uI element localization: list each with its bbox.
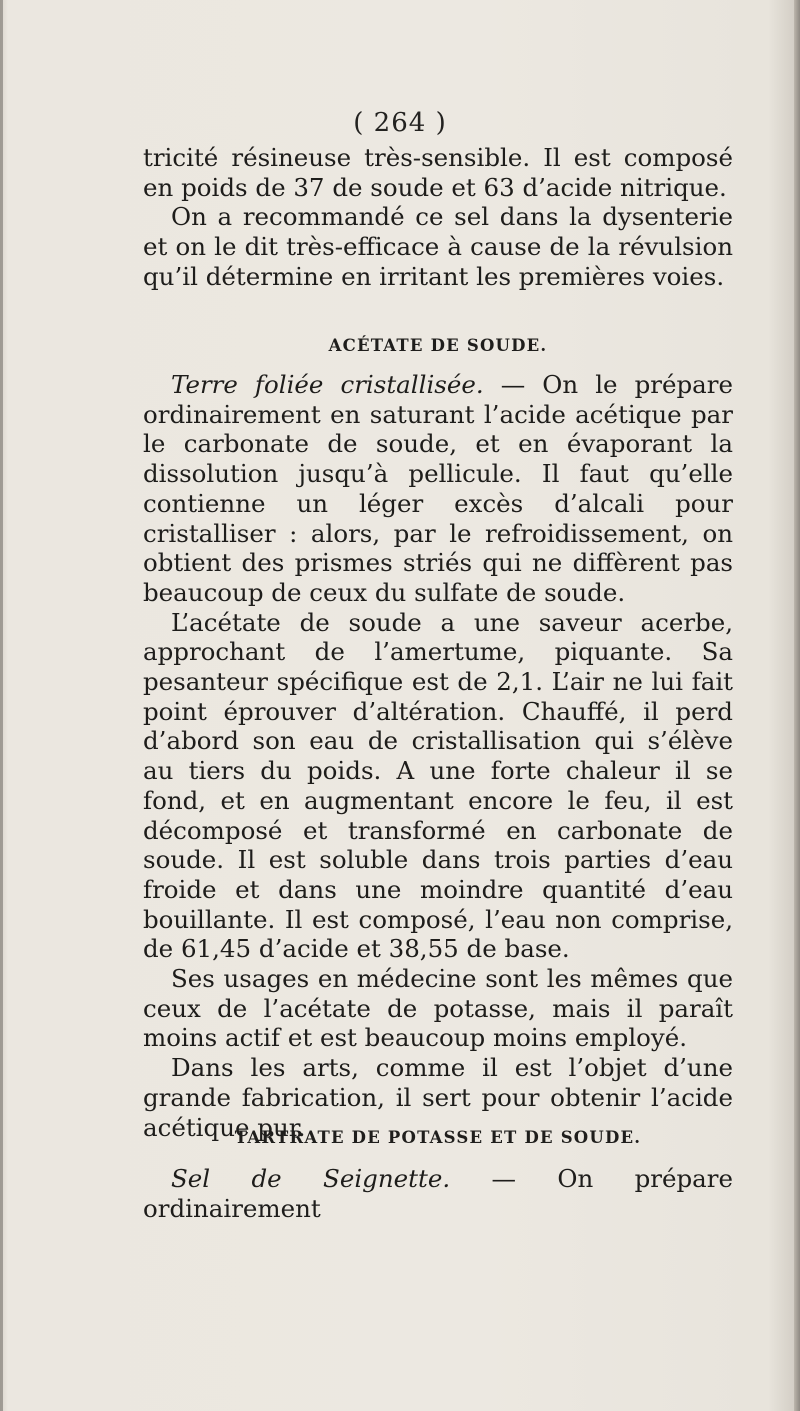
heading-acetate-de-soude: ACÉTATE DE SOUDE. (328, 336, 548, 355)
section-acetate-text (143, 370, 733, 1142)
section-tartrate-text (143, 1164, 733, 1223)
tartrate-text: On prépare ordinairement (143, 1164, 733, 1223)
lead-dash: — (483, 370, 543, 399)
acetate-synonym: Terre foliée cristallisée. (171, 370, 484, 399)
heading-tartrate: TARTRATE DE POTASSE ET DE SOUDE. (234, 1128, 642, 1147)
section-intro-text (143, 143, 733, 292)
tartrate-synonym: Sel de Seignette. (171, 1164, 451, 1193)
acetate-properties-paragraph: L’acétate de soude a une saveur acerbe, approchant de l’amertume, piquante. Sa pesanteur spécifique est de 2,1. L’air ne lui fait point éprouver d’altération. Chauffé, il perd d’abord son eau de cristallisation qui s’élève au tiers du poids. A une forte chaleur il se fond, et en augmentant encore le feu, il est décomposé et transformé en carbonate de soude. Il est soluble dans trois parties d’eau froide et dans une moindre quantité d’eau bouillante. Il est composé, l’eau non comprise, de 61,45 d’acide et 38,55 de base. (143, 607, 733, 964)
page-right-edge (794, 0, 800, 1411)
acetate-preparation-paragraph (143, 370, 733, 608)
lead-dash: — (450, 1164, 558, 1193)
tartrate-paragraph (143, 1164, 733, 1223)
page-number: ( 264 ) (353, 108, 447, 138)
continuation-paragraph: tricité résineuse très-sensible. Il est composé en poids de 37 de soude et 63 d’acide nitrique. (143, 143, 733, 202)
acetate-preparation-text: On le prépare ordinairement en saturant l’acide acétique par le carbonate de soude, et en évaporant la dissolution jusqu’à pellicule. Il faut qu’elle contienne un léger excès d’alcali pour cristalliser : alors, par le refroidissement, on obtient des prismes striés qui ne diffèrent pas beaucoup de ceux du sulfate de soude. (143, 370, 734, 607)
dysentery-paragraph: On a recommandé ce sel dans la dysenterie et on le dit très-efficace à cause de la révulsion qu’il détermine en irritant les premières voies. (143, 202, 733, 291)
acetate-arts-paragraph: Dans les arts, comme il est l’objet d’une grande fabrication, il sert pour obtenir l’acide acétique pur. (143, 1053, 733, 1142)
acetate-medicine-paragraph: Ses usages en médecine sont les mêmes que ceux de l’acétate de potasse, mais il paraît moins actif et est beaucoup moins employé. (143, 964, 733, 1053)
page-left-edge (0, 0, 3, 1411)
